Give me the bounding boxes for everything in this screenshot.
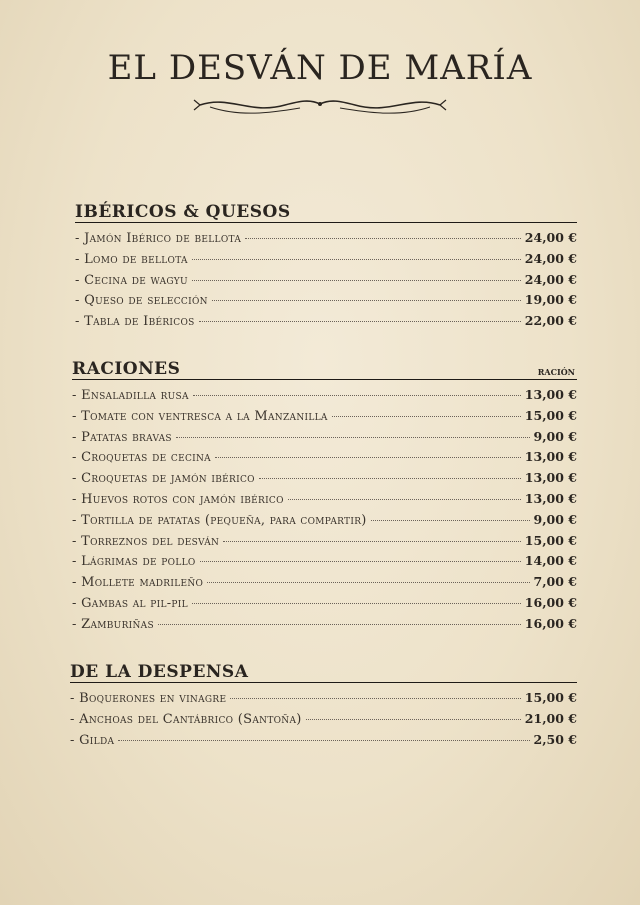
dotted-leader bbox=[306, 719, 521, 720]
section-ibericos-quesos bbox=[75, 200, 577, 334]
menu-item-name: - Huevos rotos con jamón ibérico bbox=[72, 491, 284, 507]
menu-item-price: 15,00 € bbox=[524, 532, 577, 548]
dotted-leader bbox=[371, 520, 530, 521]
menu-item-name: - Boquerones en vinagre bbox=[70, 691, 227, 706]
menu-item-name: - Gambas al pil-pil bbox=[72, 595, 188, 611]
dotted-leader bbox=[192, 259, 521, 260]
dotted-leader bbox=[199, 321, 521, 322]
menu-item-name: - Croquetas de cecina bbox=[72, 450, 211, 466]
section-header bbox=[70, 660, 577, 683]
dotted-leader bbox=[245, 238, 521, 239]
menu-item-price: 13,00 € bbox=[524, 387, 577, 402]
ornament-flourish-icon bbox=[190, 93, 450, 119]
menu-item-name: - Cecina de wagyu bbox=[75, 272, 188, 288]
menu-item-name: - Patatas bravas bbox=[72, 429, 172, 445]
menu-item bbox=[72, 449, 577, 470]
menu-item-name: - Lágrimas de pollo bbox=[72, 554, 196, 570]
menu-item bbox=[75, 251, 577, 272]
menu-item bbox=[72, 616, 577, 637]
menu-item-name: - Queso de selección bbox=[75, 293, 208, 309]
menu-item-price: 24,00 € bbox=[524, 250, 577, 266]
menu-item-price: 15,00 € bbox=[524, 407, 577, 423]
menu-item-name: - Tortilla de patatas (pequeña, para compartir) bbox=[72, 512, 367, 528]
menu-item bbox=[72, 408, 577, 429]
menu-item-name: - Lomo de bellota bbox=[75, 251, 188, 267]
menu-item-price: 9,00 € bbox=[533, 511, 577, 527]
menu-item-price: 14,00 € bbox=[524, 553, 577, 569]
dotted-leader bbox=[192, 280, 521, 281]
menu-item bbox=[72, 429, 577, 450]
menu-item-name: - Anchoas del Cantábrico (Santoña) bbox=[70, 711, 302, 727]
menu-item bbox=[72, 470, 577, 491]
section-header bbox=[72, 357, 577, 380]
menu-item bbox=[70, 732, 577, 753]
menu-item-price: 19,00 € bbox=[524, 292, 577, 308]
menu-item-name: - Ensaladilla rusa bbox=[72, 388, 189, 403]
menu-item-price: 24,00 € bbox=[524, 230, 577, 245]
portion-label: ración bbox=[537, 365, 575, 378]
menu-item bbox=[72, 595, 577, 616]
menu-item-price: 9,00 € bbox=[533, 428, 577, 444]
menu-item bbox=[75, 272, 577, 293]
menu-item-price: 16,00 € bbox=[524, 615, 577, 631]
dotted-leader bbox=[118, 740, 529, 741]
dotted-leader bbox=[288, 499, 521, 500]
menu-item bbox=[72, 387, 577, 408]
menu-item-price: 13,00 € bbox=[524, 470, 577, 486]
menu-item bbox=[70, 711, 577, 732]
dotted-leader bbox=[176, 437, 530, 438]
menu-item-name: - Tabla de Ibéricos bbox=[75, 314, 195, 330]
menu-item-name: - Torreznos del desván bbox=[72, 533, 220, 549]
section-de-la-despensa bbox=[70, 660, 577, 752]
dotted-leader bbox=[158, 624, 521, 625]
dotted-leader bbox=[212, 300, 521, 301]
menu-item bbox=[75, 230, 577, 251]
section-header bbox=[75, 200, 577, 223]
dotted-leader bbox=[192, 603, 521, 604]
restaurant-title: EL DESVÁN DE MARÍA bbox=[107, 48, 533, 88]
menu-item bbox=[75, 292, 577, 313]
menu-item-price: 13,00 € bbox=[524, 449, 577, 465]
menu-item-name: - Tomate con ventresca a la Manzanilla bbox=[72, 408, 328, 424]
section-title: DE LA DESPENSA bbox=[70, 662, 249, 682]
menu-item bbox=[72, 574, 577, 595]
menu-item-price: 16,00 € bbox=[524, 594, 577, 610]
dotted-leader bbox=[259, 478, 521, 479]
menu-item-name: - Croquetas de jamón ibérico bbox=[72, 471, 255, 487]
menu-item bbox=[72, 491, 577, 512]
menu-item-price: 22,00 € bbox=[524, 313, 577, 329]
section-raciones bbox=[72, 357, 577, 637]
menu-item-price: 24,00 € bbox=[524, 271, 577, 287]
menu-item-name: - Gilda bbox=[70, 732, 115, 748]
menu-item bbox=[70, 690, 577, 711]
section-title: RACIONES bbox=[72, 359, 181, 379]
menu-item-price: 2,50 € bbox=[533, 731, 577, 747]
menu-item-name: - Zamburiñas bbox=[72, 616, 154, 632]
dotted-leader bbox=[223, 541, 521, 542]
menu-item bbox=[75, 313, 577, 334]
dotted-leader bbox=[200, 561, 521, 562]
menu-item-price: 15,00 € bbox=[524, 690, 577, 705]
dotted-leader bbox=[215, 457, 521, 458]
menu-item-name: - Jamón Ibérico de bellota bbox=[75, 231, 242, 246]
dotted-leader bbox=[332, 416, 521, 417]
dotted-leader bbox=[193, 395, 521, 396]
dotted-leader bbox=[207, 582, 529, 583]
menu-item bbox=[72, 553, 577, 574]
menu-item-price: 13,00 € bbox=[524, 490, 577, 506]
menu-item bbox=[72, 512, 577, 533]
menu-item-price: 21,00 € bbox=[524, 710, 577, 726]
menu-item-price: 7,00 € bbox=[533, 574, 577, 590]
menu-item bbox=[72, 533, 577, 554]
section-title: IBÉRICOS & QUESOS bbox=[75, 202, 291, 222]
dotted-leader bbox=[230, 698, 520, 699]
menu-item-name: - Mollete madrileño bbox=[72, 575, 204, 591]
